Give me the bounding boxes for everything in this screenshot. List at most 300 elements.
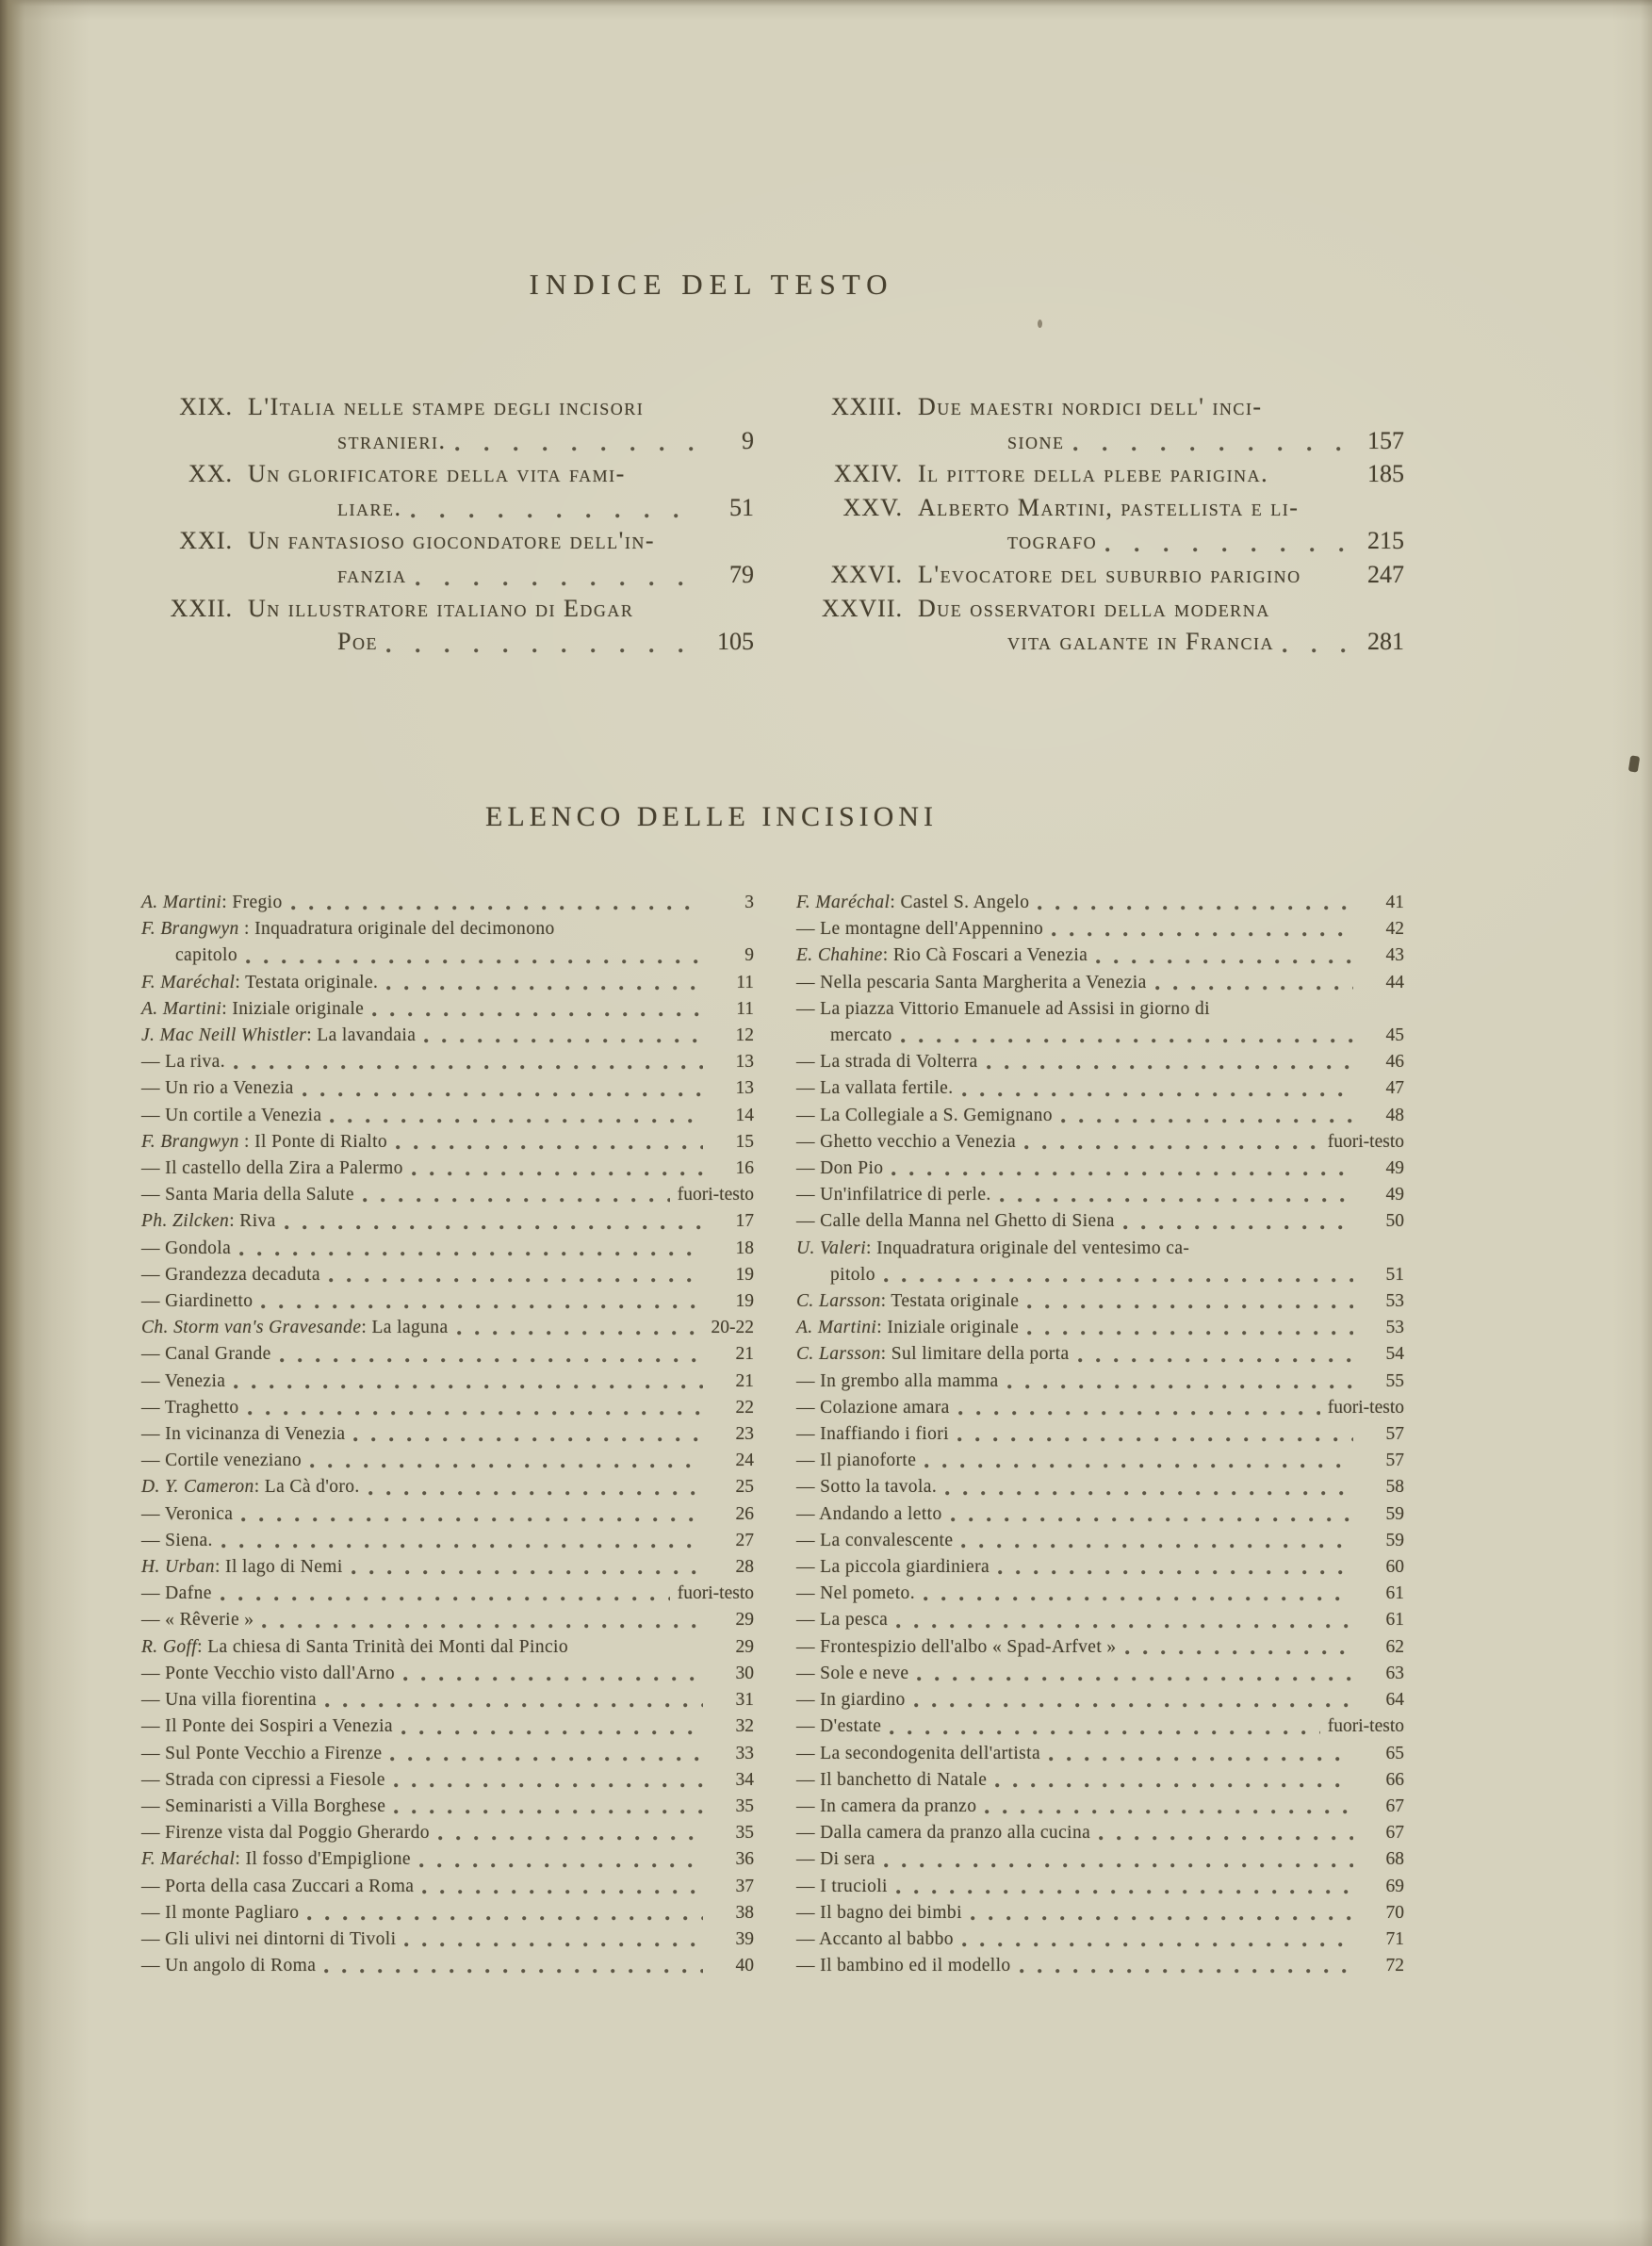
plate-title: — D'estate: [796, 1716, 882, 1737]
plate-title: — Gli ulivi nei dintorni di Tivoli: [141, 1928, 397, 1949]
list-item-text: [141, 1421, 345, 1448]
plate-title: — La convalescente: [796, 1530, 954, 1550]
list-item: [796, 890, 1404, 916]
list-item: [141, 1767, 754, 1794]
artist-name: A. Martini: [141, 893, 222, 912]
list-item-text: [796, 1103, 1053, 1129]
toc-roman-numeral: XX.: [188, 460, 233, 488]
page-number: 27: [735, 1530, 754, 1550]
artist-name: U. Valeri: [796, 1238, 867, 1258]
list-item: [796, 1794, 1404, 1820]
list-item-text: [796, 970, 1147, 996]
plate-title: — Calle della Manna nel Ghetto di Siena: [796, 1211, 1115, 1232]
dot-leader: [1061, 1119, 1353, 1123]
toc-roman-numeral: XXV.: [842, 493, 903, 521]
page-number: 43: [1385, 945, 1404, 966]
plate-title: — Sul Ponte Vecchio a Firenze: [141, 1743, 383, 1763]
list-item: [141, 1581, 754, 1607]
page-number: 28: [735, 1557, 754, 1578]
plate-title: : Rio Cà Foscari a Venezia: [882, 945, 1088, 966]
plate-title: : Sul limitare della porta: [880, 1344, 1070, 1365]
dot-leader: [896, 1890, 1353, 1894]
dot-leader: [234, 1065, 703, 1070]
dot-leader: [917, 1677, 1353, 1681]
list-item: [141, 1421, 754, 1448]
page-number: 9: [742, 426, 754, 454]
list-item-text: [141, 1634, 568, 1661]
page-number: 18: [735, 1238, 754, 1258]
list-item: [141, 1528, 754, 1554]
artist-name: Ph. Zilcken: [141, 1211, 230, 1232]
page-number: 41: [1385, 893, 1404, 912]
list-item: [141, 1661, 754, 1687]
dot-leader: [891, 1172, 1353, 1176]
list-item: [141, 1687, 754, 1713]
indice-column-right: [796, 390, 1404, 659]
plate-title: — Un angolo di Roma: [141, 1956, 317, 1976]
dot-leader: [396, 1145, 703, 1150]
plate-title: — La vallata fertile.: [796, 1078, 954, 1099]
list-item-text: [796, 1846, 875, 1873]
toc-entry-text: vita galante in Francia: [1007, 628, 1274, 656]
list-item: [796, 1767, 1404, 1794]
artist-name: F. Brangwyn: [141, 919, 239, 940]
dot-leader: [455, 447, 704, 451]
plate-title: — Santa Maria della Salute: [141, 1185, 354, 1205]
toc-entry-text: sione: [1007, 426, 1065, 454]
plate-title: — In camera da pranzo: [796, 1795, 977, 1816]
page-number: 64: [1385, 1690, 1404, 1711]
list-item-text: [141, 1953, 316, 1979]
list-item-text: [141, 1607, 254, 1633]
plate-title: — Un rio a Venezia: [141, 1078, 294, 1099]
artist-name: H. Urban: [141, 1557, 215, 1578]
plate-title: — Firenze vista dal Poggio Gherardo: [141, 1823, 430, 1844]
dot-leader: [1099, 1836, 1353, 1841]
list-item: [796, 1528, 1404, 1554]
list-item: [796, 1129, 1404, 1156]
list-item: [141, 1794, 754, 1820]
plate-title: — Frontespizio dell'albo « Spad-Arfvet »: [796, 1636, 1117, 1657]
toc-entry-text: Poe: [337, 628, 378, 656]
toc-entry: [141, 390, 754, 424]
dot-leader: [958, 1411, 1320, 1416]
plate-title: : La Cà d'oro.: [254, 1477, 360, 1498]
toc-roman-numeral: XXIII.: [830, 393, 903, 420]
dot-leader: [1000, 1198, 1353, 1203]
dot-leader: [353, 1437, 703, 1442]
list-item: [796, 1687, 1404, 1713]
list-item-text: [141, 1288, 253, 1315]
plate-title: — Veronica: [141, 1503, 234, 1524]
list-item-text: [796, 916, 1043, 943]
page-number: 29: [735, 1636, 754, 1657]
list-item-text: [141, 1341, 271, 1368]
dot-leader: [390, 1757, 703, 1762]
dot-leader: [221, 1597, 670, 1601]
list-item-text: [796, 1554, 990, 1581]
list-item-text: [796, 1741, 1040, 1767]
list-item: [796, 1953, 1404, 1979]
dot-leader: [329, 1278, 703, 1283]
list-item: [796, 1448, 1404, 1474]
page-number: 67: [1385, 1795, 1404, 1816]
list-item-text: [796, 1448, 916, 1474]
plate-title: — Gondola: [141, 1238, 232, 1258]
plate-title: — Cortile veneziano: [141, 1451, 303, 1471]
dot-leader: [1123, 1225, 1353, 1230]
artist-name: A. Martini: [796, 1318, 877, 1338]
plate-title: — Inaffiando i fiori: [796, 1424, 949, 1445]
page-number: 50: [1385, 1211, 1404, 1232]
list-item-text: [141, 1262, 320, 1288]
list-item: [796, 1554, 1404, 1581]
list-item-text: [796, 1874, 888, 1900]
list-item: [796, 1741, 1404, 1767]
list-item-text: [141, 1103, 321, 1129]
page-number: 60: [1385, 1557, 1404, 1578]
plate-title: — Una villa fiorentina: [141, 1690, 317, 1711]
page-number: 32: [735, 1716, 754, 1737]
list-item-text: [796, 1075, 954, 1102]
plate-title: — La secondogenita dell'artista: [796, 1743, 1041, 1763]
dot-leader: [424, 1039, 703, 1043]
page-number: 22: [735, 1397, 754, 1418]
page-number: 105: [717, 628, 754, 656]
list-item-text: [796, 1820, 1090, 1846]
list-item: [796, 970, 1404, 996]
page-number: 185: [1367, 460, 1404, 488]
plate-title: — La pesca: [796, 1610, 889, 1631]
dot-leader: [386, 648, 703, 653]
dot-leader: [248, 1411, 703, 1416]
dot-leader: [1125, 1650, 1353, 1655]
list-item-text: [796, 1794, 976, 1820]
list-item-text: [796, 1421, 949, 1448]
page-number: 34: [735, 1769, 754, 1790]
list-item-text: [141, 1023, 416, 1049]
page-number: 3: [744, 893, 754, 912]
list-item: [141, 1820, 754, 1846]
list-item-text: [141, 1315, 449, 1341]
list-item-text: [141, 1049, 225, 1075]
paper-blemish: [1038, 320, 1042, 328]
page-number: 48: [1385, 1105, 1404, 1125]
section-title-indice: INDICE DEL TESTO: [529, 268, 894, 301]
page-number: 59: [1385, 1530, 1404, 1550]
plate-title: — Venezia: [141, 1370, 226, 1391]
list-item-text: [141, 1741, 382, 1767]
list-item: [141, 1315, 754, 1341]
dot-leader: [1096, 959, 1353, 964]
list-item-text: [141, 1208, 276, 1235]
plate-title: — La Collegiale a S. Gemignano: [796, 1105, 1053, 1125]
list-item: [796, 1713, 1404, 1740]
dot-leader: [285, 1225, 703, 1230]
dot-leader: [291, 906, 703, 910]
page-number: fuori-testo: [1327, 1131, 1404, 1152]
list-item: [796, 1156, 1404, 1182]
list-item: [796, 1581, 1404, 1607]
list-item: [141, 1634, 754, 1661]
plate-title: — Nella pescaria Santa Margherita a Venezia: [796, 972, 1147, 992]
dot-leader: [307, 1916, 703, 1921]
dot-leader: [261, 1304, 703, 1309]
list-item: [796, 1926, 1404, 1953]
artist-name: F. Maréchal: [141, 1849, 236, 1870]
dot-leader: [1024, 1145, 1320, 1150]
artist-name: E. Chahine: [796, 945, 883, 966]
toc-entry: [796, 625, 1404, 659]
list-item-text: [141, 1236, 231, 1262]
dot-leader: [368, 1491, 703, 1496]
artist-name: A. Martini: [141, 998, 222, 1019]
list-item: [141, 996, 754, 1023]
plate-title: — Nel pometo.: [796, 1583, 915, 1604]
plate-title: — Un'infilatrice di perle.: [796, 1185, 991, 1205]
list-item: [796, 1075, 1404, 1102]
page-number: 58: [1385, 1477, 1404, 1498]
page-number: 19: [735, 1291, 754, 1312]
list-item: [141, 1288, 754, 1315]
plate-title: — In grembo alla mamma: [796, 1370, 999, 1391]
toc-entry-text: Il pittore della plebe parigina.: [918, 460, 1269, 488]
page-number: 35: [735, 1795, 754, 1816]
toc-entry-text: Due osservatori della moderna: [918, 594, 1270, 622]
plate-title: — Sotto la tavola.: [796, 1477, 938, 1498]
toc-entry: [141, 524, 754, 558]
dot-leader: [403, 1677, 703, 1681]
page-number: 19: [735, 1264, 754, 1285]
plate-title: — Di sera: [796, 1849, 875, 1870]
page-number: 55: [1385, 1370, 1404, 1391]
dot-leader: [951, 1517, 1353, 1522]
toc-entry-text: liare.: [337, 493, 402, 521]
list-item-text: [796, 1208, 1115, 1235]
plate-title: : Il Ponte di Rialto: [238, 1131, 388, 1152]
dot-leader: [239, 1252, 703, 1256]
plate-title: : Testata originale: [880, 1291, 1020, 1312]
page-number: 45: [1385, 1025, 1404, 1046]
page-number: 53: [1385, 1291, 1404, 1312]
page-number: 49: [1385, 1185, 1404, 1205]
plate-title: — Le montagne dell'Appennino: [796, 919, 1044, 940]
list-item: [796, 1341, 1404, 1368]
dot-leader: [896, 1624, 1353, 1629]
list-item: [796, 1236, 1404, 1262]
dot-leader: [262, 1624, 703, 1629]
plate-title: — Dalla camera da pranzo alla cucina: [796, 1823, 1091, 1844]
page-number: 29: [735, 1610, 754, 1631]
toc-entry: [796, 390, 1404, 424]
toc-entry: [796, 491, 1404, 525]
toc-roman-numeral: XXIV.: [833, 460, 903, 488]
elenco-column-left: [141, 890, 754, 1979]
toc-entry-text: Un glorificatore della vita fami-: [248, 460, 626, 488]
toc-entry: [796, 424, 1404, 458]
page-number: 33: [735, 1743, 754, 1763]
page-number: 63: [1385, 1663, 1404, 1683]
list-item: [796, 1900, 1404, 1926]
page-number: 16: [735, 1158, 754, 1179]
dot-leader: [324, 1969, 703, 1974]
page-number: fuori-testo: [1327, 1397, 1404, 1418]
page-number: 23: [735, 1424, 754, 1445]
list-item-text: [141, 1581, 212, 1607]
page-number: 49: [1385, 1158, 1404, 1179]
artist-name: D. Y. Cameron: [141, 1477, 254, 1498]
toc-entry: [141, 457, 754, 491]
dot-leader: [221, 1544, 703, 1549]
plate-title: — Siena.: [141, 1530, 213, 1550]
plate-title: — I trucioli: [796, 1876, 888, 1896]
plate-title: — Il bambino ed il modello: [796, 1956, 1011, 1976]
list-item-text: [796, 890, 1029, 916]
list-item-text: [141, 943, 237, 969]
list-item-text: [141, 1661, 395, 1687]
plate-title: : La chiesa di Santa Trinità dei Monti dal Pincio: [197, 1636, 568, 1657]
dot-leader: [372, 1012, 703, 1017]
plate-title: — Il monte Pagliaro: [141, 1902, 300, 1923]
list-item-text: [796, 1156, 883, 1182]
plate-title: — Il banchetto di Natale: [796, 1769, 988, 1790]
list-item: [141, 1554, 754, 1581]
list-item-text: [796, 1315, 1019, 1341]
list-item-text: [796, 1395, 950, 1421]
plate-title: — Il Ponte dei Sospiri a Venezia: [141, 1716, 393, 1737]
list-item-text: [141, 970, 378, 996]
list-item: [141, 1900, 754, 1926]
page-number: 62: [1385, 1636, 1404, 1657]
plate-title: : Iniziale originale: [221, 998, 365, 1019]
list-item-text: [141, 1448, 302, 1474]
list-item: [796, 1846, 1404, 1873]
list-item-text: [796, 1262, 875, 1288]
indice-column-left: [141, 390, 754, 659]
dot-leader: [1027, 1331, 1353, 1336]
plate-title: — Andando a letto: [796, 1503, 942, 1524]
plate-title: — Accanto al babbo: [796, 1928, 954, 1949]
list-item-text: [141, 1767, 385, 1794]
page-number: 79: [729, 560, 754, 588]
toc-roman-numeral: XXI.: [179, 527, 233, 555]
page-number: 42: [1385, 919, 1404, 940]
dot-leader: [246, 959, 703, 964]
page-number: 72: [1385, 1956, 1404, 1976]
dot-leader: [1052, 932, 1353, 937]
list-item: [141, 1607, 754, 1633]
dot-leader: [1105, 548, 1353, 552]
list-item: [141, 1953, 754, 1979]
list-item-text: [141, 1926, 396, 1953]
plate-title: : Il lago di Nemi: [214, 1557, 343, 1578]
toc-entry-text: stranieri.: [337, 426, 447, 454]
plate-title: — Ponte Vecchio visto dall'Arno: [141, 1663, 396, 1683]
list-item-text: [796, 1288, 1019, 1315]
plate-title: — Strada con cipressi a Fiesole: [141, 1769, 385, 1790]
dot-leader: [1049, 1757, 1353, 1762]
list-item-text: [796, 1474, 937, 1500]
list-item-text: [796, 1369, 999, 1395]
list-item: [141, 1448, 754, 1474]
plate-title: : Iniziale originale: [876, 1318, 1020, 1338]
list-item-text: [796, 1049, 978, 1075]
page-number: 61: [1385, 1583, 1404, 1604]
list-item: [141, 1023, 754, 1049]
toc-roman-numeral: XXII.: [170, 594, 233, 622]
page-number: 14: [735, 1105, 754, 1125]
page-number: 25: [735, 1477, 754, 1498]
list-item-text: [141, 1156, 403, 1182]
page-number: 281: [1367, 628, 1404, 656]
dot-leader: [352, 1570, 703, 1575]
plate-title: — Don Pio: [796, 1158, 884, 1179]
list-item: [796, 996, 1404, 1023]
page-number: 54: [1385, 1344, 1404, 1365]
list-item: [796, 1023, 1404, 1049]
list-item-text: [796, 1501, 942, 1528]
list-item: [141, 1182, 754, 1208]
dot-leader: [280, 1358, 703, 1363]
list-item-text: [141, 1820, 430, 1846]
dot-leader: [961, 1544, 1353, 1549]
list-item-text: [796, 1236, 1189, 1262]
page-number: 57: [1385, 1451, 1404, 1471]
list-item-text: [141, 1075, 294, 1102]
plate-title: — La piccola giardiniera: [796, 1557, 990, 1578]
page-number: 66: [1385, 1769, 1404, 1790]
plate-title: — « Rêverie »: [141, 1610, 254, 1631]
dot-leader: [419, 1863, 703, 1868]
list-item: [796, 1288, 1404, 1315]
list-item: [141, 890, 754, 916]
list-item-text: [141, 996, 364, 1023]
toc-entry: [141, 625, 754, 659]
list-item-text: [796, 1767, 987, 1794]
list-item: [141, 1129, 754, 1156]
page-number: 31: [735, 1690, 754, 1711]
page-number: 71: [1385, 1928, 1404, 1949]
dot-leader: [401, 1730, 703, 1735]
list-item-text: [796, 1182, 991, 1208]
list-item: [796, 1607, 1404, 1633]
page-number: 13: [735, 1078, 754, 1099]
dot-leader: [1078, 1358, 1353, 1363]
list-item: [796, 1501, 1404, 1528]
list-item: [141, 916, 754, 943]
page-number: 46: [1385, 1052, 1404, 1073]
list-item-text: [796, 1341, 1070, 1368]
toc-entry: [796, 524, 1404, 558]
toc-entry: [141, 592, 754, 626]
dot-leader: [914, 1703, 1353, 1708]
dot-leader: [1073, 447, 1354, 451]
list-item: [796, 1208, 1404, 1235]
plate-title: : Inquadratura originale del ventesimo ca-: [866, 1238, 1190, 1258]
list-item: [141, 1926, 754, 1953]
indice-columns: [141, 390, 1404, 659]
list-item: [796, 1634, 1404, 1661]
plate-title: — Dafne: [141, 1583, 212, 1604]
dot-leader: [303, 1092, 703, 1097]
list-item: [796, 1474, 1404, 1500]
page-number: 9: [744, 945, 754, 966]
dot-leader: [1155, 986, 1353, 991]
dot-leader: [998, 1570, 1353, 1575]
dot-leader: [438, 1836, 703, 1841]
list-item-text: [141, 1395, 239, 1421]
list-item: [141, 1395, 754, 1421]
